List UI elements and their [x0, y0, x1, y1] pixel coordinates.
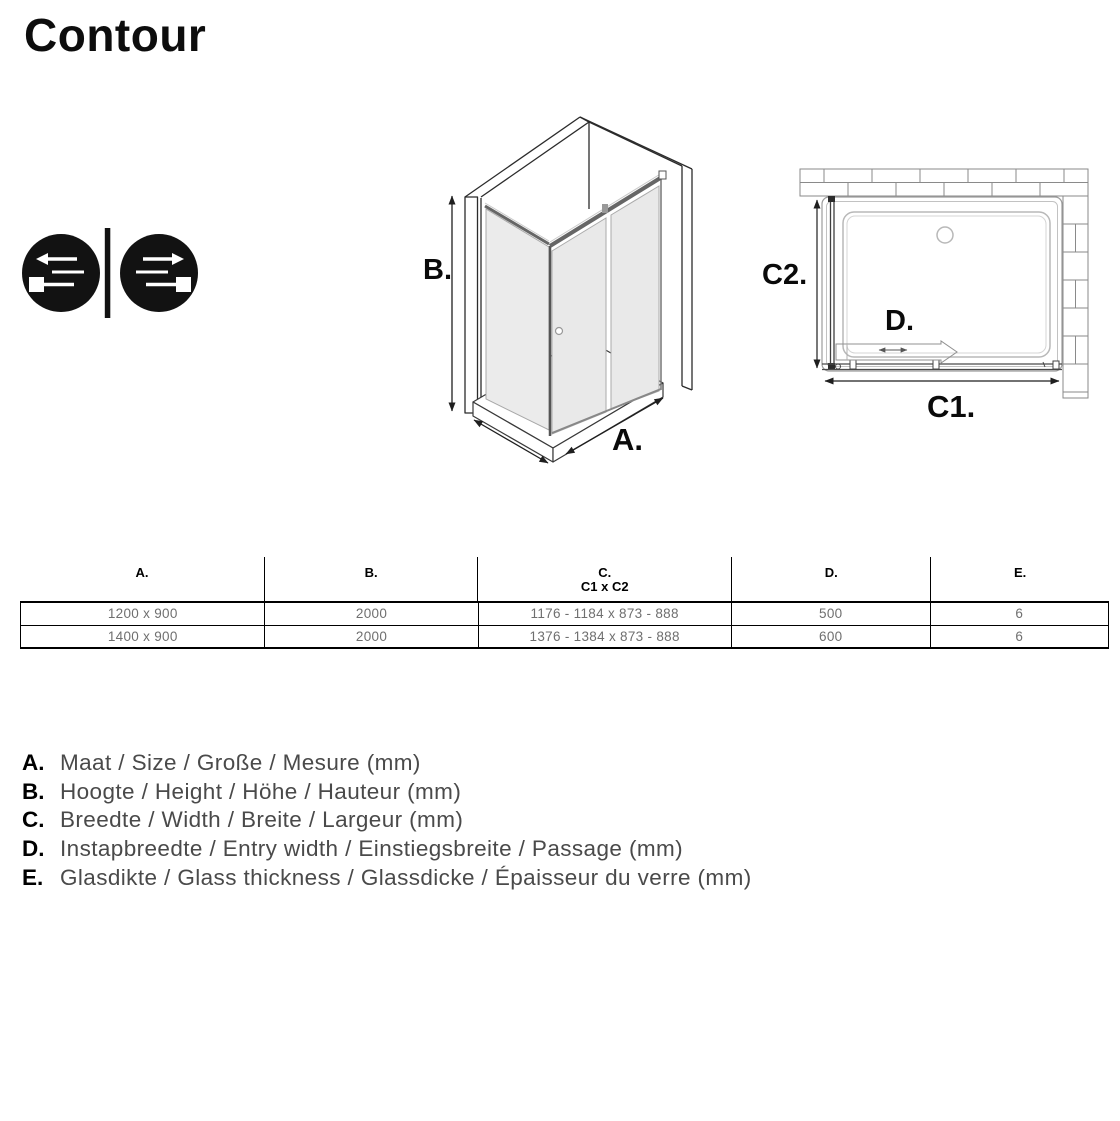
cell-thickness: 6: [930, 603, 1108, 625]
legend-item-e: [22, 863, 752, 892]
legend-item-c: [22, 806, 752, 835]
legend-item-a: [22, 749, 752, 778]
header-cell-c: [477, 557, 731, 601]
door-rail-top-view: [822, 360, 1062, 370]
cell-thickness: 6: [930, 626, 1108, 648]
side-panel-top-view: [828, 196, 835, 370]
drain-icon: [937, 227, 953, 243]
legend-key: B.: [22, 778, 45, 804]
legend-item-d: [22, 835, 752, 864]
table-row: [21, 603, 1108, 625]
legend-key: D.: [22, 836, 45, 862]
slide-direction-icons: [20, 224, 202, 324]
height-b-label: B.: [423, 254, 452, 286]
header-cell-a: [20, 557, 264, 601]
header-e-label: E.: [1014, 565, 1027, 580]
tray-top-view: [843, 212, 1050, 357]
slide-right-icon: [120, 234, 198, 312]
cell-entry: 500: [731, 603, 930, 625]
entry-d-label: D.: [885, 305, 914, 337]
legend-text: Instapbreedte / Entry width / Einstiegsbreite / Passage (mm): [60, 836, 684, 862]
door-handle: [556, 328, 563, 335]
cell-width: 1176 - 1184 x 873 - 888: [478, 603, 731, 625]
cell-entry: 600: [731, 626, 930, 648]
spec-table: [20, 557, 1109, 649]
legend-key: E.: [22, 864, 44, 890]
header-cell-b: [264, 557, 477, 601]
page-title: Contour: [24, 9, 207, 61]
legend-item-b: [22, 778, 752, 807]
isometric-drawing: [440, 100, 720, 480]
legend-text: Maat / Size / Große / Mesure (mm): [60, 750, 421, 776]
legend-key: C.: [22, 807, 45, 833]
slide-direction-icons-svg: [20, 224, 202, 324]
legend-key: A.: [22, 750, 45, 776]
brick-wall-top: [800, 169, 1088, 196]
header-a-label: A.: [135, 565, 149, 580]
spec-table-header: [20, 557, 1109, 601]
width-c1-label: C1.: [927, 389, 976, 424]
cell-size: 1200 x 900: [107, 606, 178, 622]
cell-height: 2000: [264, 603, 477, 625]
brick-wall-right: [1063, 196, 1088, 398]
legend-text: Hoogte / Height / Höhe / Hauteur (mm): [60, 778, 462, 804]
legend-text: Breedte / Width / Breite / Largeur (mm): [60, 807, 464, 833]
size-a-label: A.: [612, 422, 643, 457]
depth-c2-label: C2.: [762, 259, 808, 291]
table-row: [21, 625, 1108, 648]
cell-height: 2000: [264, 626, 477, 648]
legend: [22, 749, 752, 892]
header-c-label: C.: [598, 565, 612, 580]
cell-width: 1376 - 1384 x 873 - 888: [478, 626, 731, 648]
legend-text: Glasdikte / Glass thickness / Glassdicke / Épaisseur du verre (mm): [60, 864, 752, 890]
cell-size: 1400 x 900: [107, 628, 178, 644]
slide-left-icon: [22, 234, 100, 312]
header-c-sub-label: C1 x C2: [580, 579, 629, 595]
header-d-label: D.: [824, 565, 838, 580]
header-b-label: B.: [364, 565, 378, 580]
header-cell-e: [930, 557, 1109, 601]
spec-table-body: [20, 601, 1109, 649]
side-glass-panel: [485, 203, 549, 430]
icon-divider: [105, 228, 111, 318]
header-cell-d: [731, 557, 930, 601]
